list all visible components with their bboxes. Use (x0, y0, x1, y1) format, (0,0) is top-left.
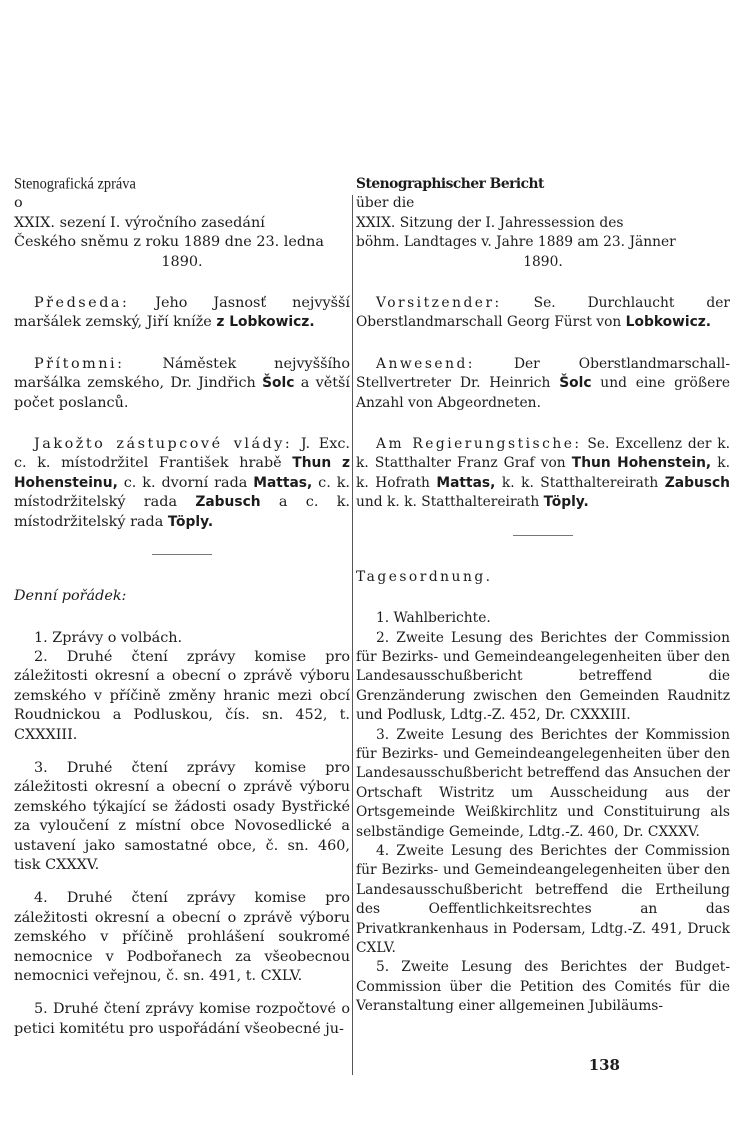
german-agenda-item-5: 5. Zweite Lesung des Berichtes der Budget-Commission über die Petition des Comités für die Veranstaltung einer allgemeinen Jubiläums- (356, 959, 730, 1015)
german-agenda-heading: Tagesordnung. (356, 568, 493, 585)
czech-agenda-item-3: 3. Druhé čtení zprávy komise pro záležitosti okresní a obecní o zprávě výboru zemského týkající se žádosti osady Bystřické za vyloučení z místní obce Novosedlické a ustavení jako samostatné obce, č. sn. 460, tisk CXXXV. (14, 759, 350, 873)
czech-agenda-heading: Denní pořádek: (14, 588, 127, 605)
german-gov-text3: k. k. Statthaltereirath (495, 474, 665, 491)
czech-agenda-item-5: 5. Druhé čtení zprávy komise rozpočtové o petici komitétu pro uspořádání všeobecné ju- (14, 1001, 350, 1037)
czech-chair-label: Předseda: (34, 295, 130, 312)
czech-agenda-item-4: 4. Druhé čtení zprávy komise pro záležitosti okresní a obecní o zprávě výboru zemského v příčině prohlášení soukromé nemocnice v Podbořanech za všeobecnou nemocnici veřejnou, č. sn. 491, t. CXLV. (14, 890, 350, 984)
german-chair (356, 294, 730, 333)
czech-column (14, 175, 350, 1039)
german-ueber: über die (356, 195, 415, 212)
german-column (356, 175, 730, 1017)
czech-present-text: Náměstek nejvyššího maršálka zemského, Dr. Jindřich (14, 355, 350, 392)
czech-o: o (14, 195, 23, 212)
czech-present (14, 355, 350, 413)
german-title: Stenographischer Bericht (356, 176, 544, 192)
czech-gov-text1: J. Exc. c. k. místodržitel František hrabě (14, 436, 350, 472)
german-present-tail: und eine größere Anzahl von Abgeordneten. (356, 375, 731, 411)
czech-gov-text2: c. k. dvorní rada (117, 474, 254, 491)
czech-gov-name2: Mattas, (253, 474, 313, 491)
german-chair-label: Vorsitzender: (376, 295, 502, 312)
german-present (356, 355, 730, 413)
german-agenda-item-4: 4. Zweite Lesung des Berichtes der Commission für Bezirks- und Gemeindeangelegenheiten über den Landesausschußbericht betreffend die Ertheilung des Oeffentlichkeitsrechtes an das Privatkrankenhaus in Podersam, Ldtg.-Z. 491, Druck CXLV. (356, 842, 730, 956)
column-divider (352, 195, 353, 1075)
czech-present-label: Přítomni: (34, 355, 125, 372)
czech-gov-name1: Thun z Hohensteinu, (14, 455, 351, 491)
german-agenda-item-2: 2. Zweite Lesung des Berichtes der Commission für Bezirks- und Gemeindeangelegenheiten über den Landesausschußbericht betreffend die Grenzänderung zwischen den Gemeinden Raudnitz und Podlusk, Ldtg.-Z. 452, Dr. CXXXIII. (356, 629, 730, 724)
german-present-text: Der Oberstlandmarschall-Stellvertreter Dr. Heinrich (356, 355, 730, 392)
german-present-name: Šolc (559, 375, 592, 392)
german-session-line1: XXIX. Sitzung der I. Jahressession des (356, 214, 624, 231)
czech-present-tail: a větší počet poslanců. (14, 375, 350, 411)
german-chair-text: Se. Durchlaucht der Oberstlandmarschall Georg Fürst von (356, 295, 730, 331)
czech-chair-name: z Lobkowicz. (216, 314, 315, 331)
czech-agenda-item-2: 2. Druhé čtení zprávy komise pro záležitosti okresní a obecní o zprávě výboru zemského v příčině změny hranic mezi obcí Roudnickou a Podluskou, čís. sn. 452, t. CXXXIII. (14, 648, 350, 743)
czech-gov-label: Jakožto zástupcové vlády: (34, 436, 293, 453)
czech-session-line3: 1890. (161, 253, 203, 270)
german-session-line2: böhm. Landtages v. Jahre 1889 am 23. Jänner (356, 234, 676, 251)
german-gov-name3: Zabusch (664, 474, 730, 491)
czech-gov-name3: Zabusch (195, 494, 261, 511)
german-agenda-item-1: 1. Wahlberichte. (376, 610, 491, 627)
czech-chair (14, 294, 350, 333)
czech-chair-text: Jeho Jasnosť nejvyšší maršálek zemský, Jiří kníže (14, 295, 350, 331)
german-gov-text1: Se. Excellenz der k. k. Statthalter Franz Graf von (356, 436, 730, 472)
german-chair-name: Lobkowicz. (625, 314, 712, 331)
german-gov-name4: Töply. (543, 494, 589, 511)
czech-gov-text4: a c. k. místodržitelský rada (14, 494, 350, 530)
german-gov-label: Am Regierungstische: (376, 436, 582, 453)
czech-gov-name4: Töply. (167, 513, 214, 530)
czech-gov-text3: c. k. místodržitelský rada (14, 474, 350, 511)
german-session-line3: 1890. (523, 253, 563, 270)
czech-agenda-item-1: 1. Zprávy o volbách. (34, 629, 183, 646)
german-agenda-item-3: 3. Zweite Lesung des Berichtes der Kommission für Bezirks- und Gemeindeangelegenheiten über den Landesausschußbericht betreffend das Ansuchen der Ortschaft Wistritz um Ausscheidung aus der Ortsgemeinde Weißkirchlitz und Constituirung als selbständige Gemeinde, Ldtg.-Z. 460, Dr. CXXXV. (356, 726, 730, 840)
german-government (356, 435, 730, 513)
german-gov-name2: Mattas, (436, 474, 496, 491)
czech-title: Stenografická zpráva (14, 175, 136, 193)
czech-rule (152, 554, 212, 555)
german-rule (513, 535, 573, 536)
german-gov-text4: und k. k. Statthaltereirath (356, 494, 544, 511)
german-gov-name1: Thun Hohenstein, (571, 455, 712, 472)
czech-session-line1: XXIX. sezení I. výročního zasedání (14, 214, 265, 231)
czech-government (14, 435, 350, 532)
german-present-label: Anwesend: (376, 355, 475, 372)
page-number: 138 (588, 1056, 620, 1074)
german-gov-text2: k. k. Hofrath (356, 455, 730, 491)
czech-session-line2: Českého sněmu z roku 1889 dne 23. ledna (14, 234, 324, 251)
czech-present-name: Šolc (262, 375, 295, 392)
